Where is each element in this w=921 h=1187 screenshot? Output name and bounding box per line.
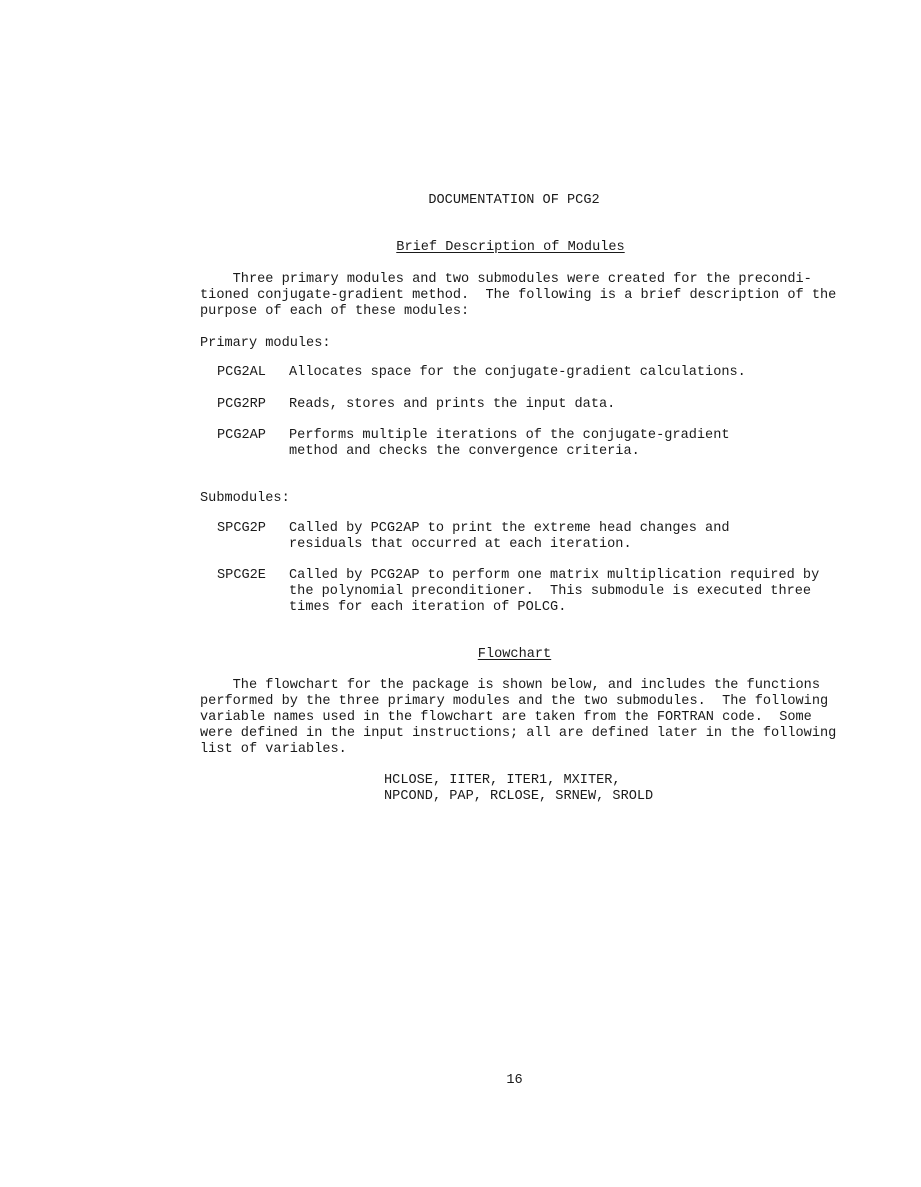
module-description: method and checks the convergence criteria. xyxy=(289,444,640,459)
section-heading-flowchart: Flowchart xyxy=(477,647,552,662)
intro-line: tioned conjugate-gradient method. The following is a brief description of the xyxy=(200,288,837,303)
module-description: the polynomial preconditioner. This submodule is executed three xyxy=(289,584,812,599)
document-title: DOCUMENTATION OF PCG2 xyxy=(428,193,600,208)
section-heading-modules: Brief Description of Modules xyxy=(396,240,625,255)
primary-modules-label: Primary modules: xyxy=(200,336,331,351)
paragraph-line: The flowchart for the package is shown below, and includes the functions xyxy=(200,678,820,693)
module-description: residuals that occurred at each iteration. xyxy=(289,537,632,552)
module-description: Allocates space for the conjugate-gradient calculations. xyxy=(289,365,746,380)
paragraph-line: variable names used in the flowchart are taken from the FORTRAN code. Some xyxy=(200,710,812,725)
variable-list-line: NPCOND, PAP, RCLOSE, SRNEW, SROLD xyxy=(384,789,654,804)
module-description: Called by PCG2AP to print the extreme head changes and xyxy=(289,521,730,536)
module-description: Reads, stores and prints the input data. xyxy=(289,397,616,412)
module-name: PCG2AL xyxy=(217,365,266,380)
variable-list-line: HCLOSE, IITER, ITER1, MXITER, xyxy=(384,773,621,788)
paragraph-line: performed by the three primary modules and the two submodules. The following xyxy=(200,694,829,709)
submodules-label: Submodules: xyxy=(200,491,290,506)
module-name: SPCG2P xyxy=(217,521,266,536)
module-description: times for each iteration of POLCG. xyxy=(289,600,567,615)
module-name: PCG2RP xyxy=(217,397,266,412)
intro-line: Three primary modules and two submodules were created for the precondi- xyxy=(200,272,812,287)
module-description: Called by PCG2AP to perform one matrix multiplication required by xyxy=(289,568,820,583)
intro-line: purpose of each of these modules: xyxy=(200,304,470,319)
module-name: SPCG2E xyxy=(217,568,266,583)
page-number: 16 xyxy=(506,1073,523,1088)
module-name: PCG2AP xyxy=(217,428,266,443)
paragraph-line: list of variables. xyxy=(200,742,347,757)
module-description: Performs multiple iterations of the conjugate-gradient xyxy=(289,428,730,443)
paragraph-line: were defined in the input instructions; all are defined later in the following xyxy=(200,726,837,741)
